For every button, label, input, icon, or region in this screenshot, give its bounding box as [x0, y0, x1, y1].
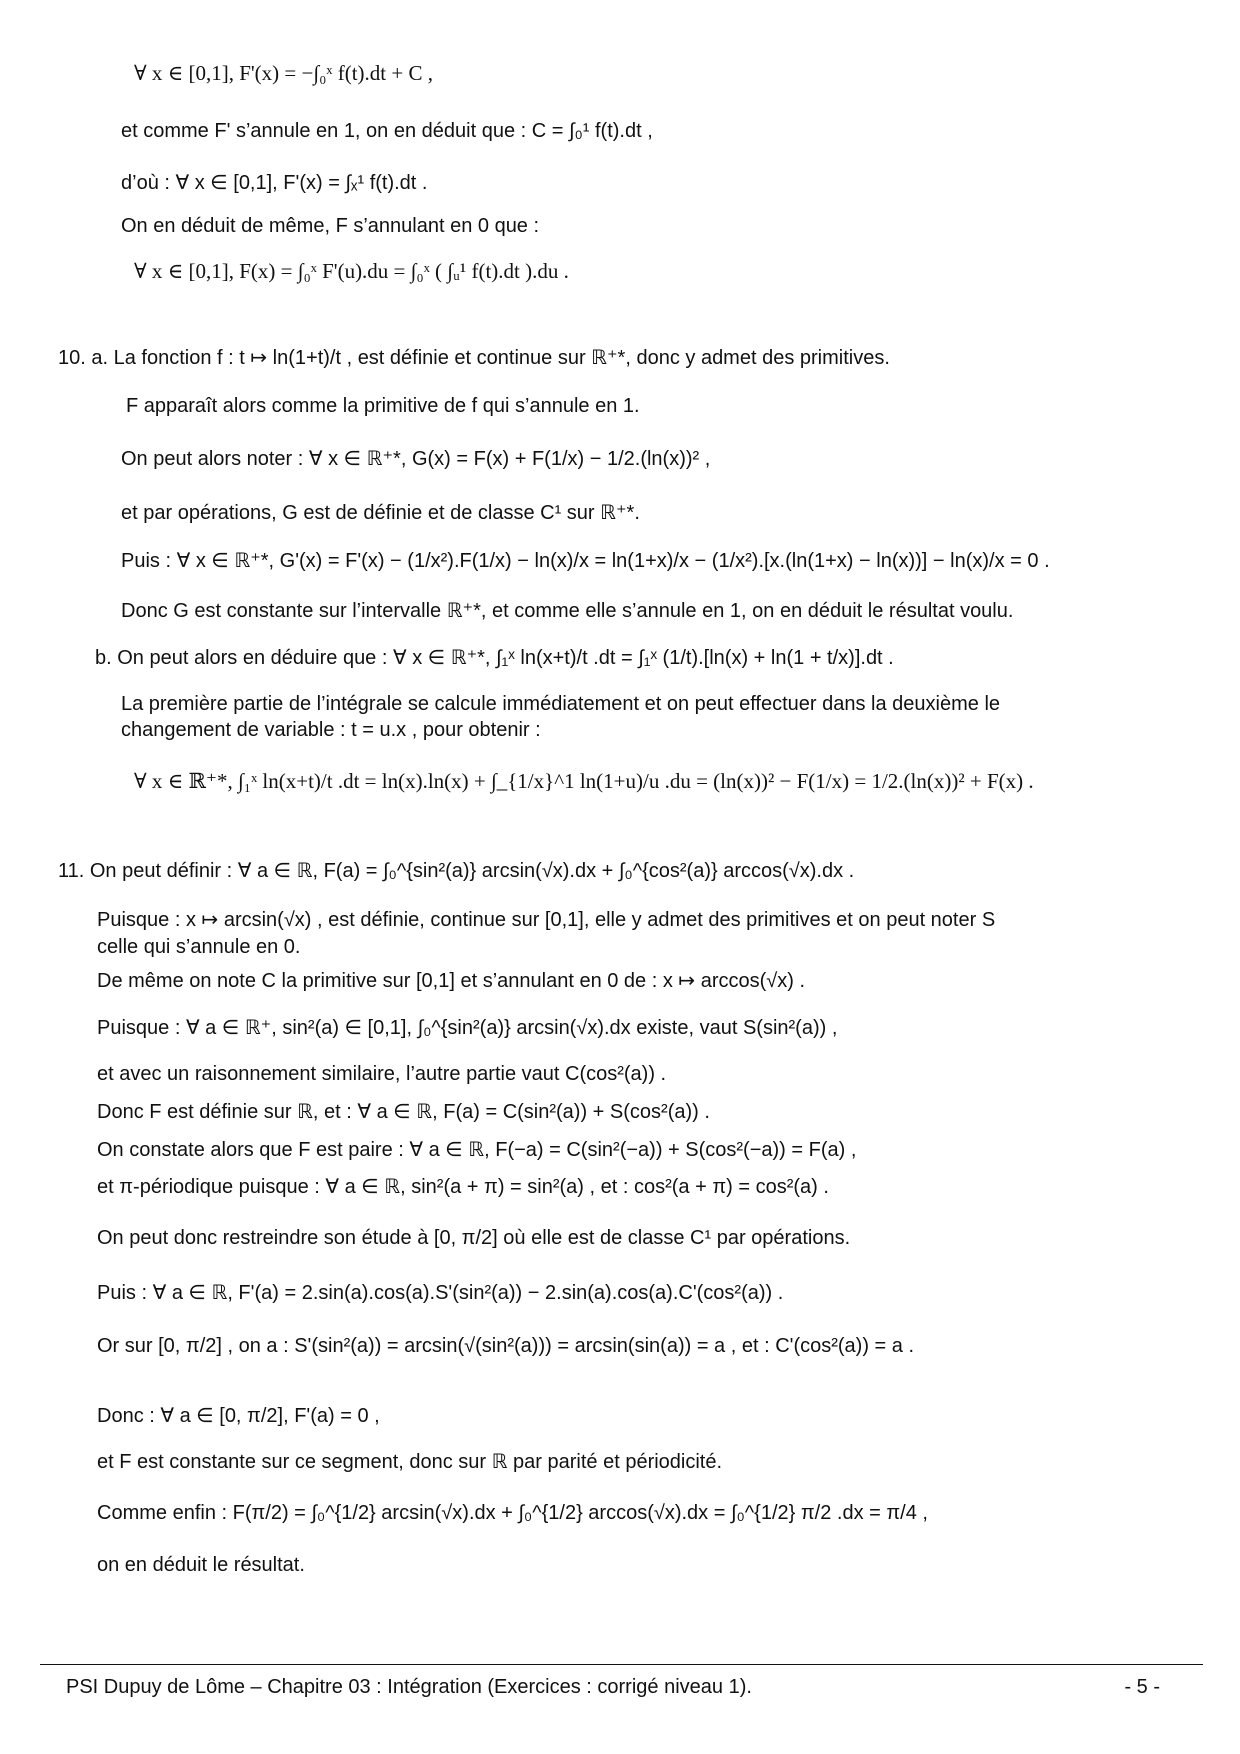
- footer-course-title: PSI Dupuy de Lôme – Chapitre 03 : Intégration (Exercices : corrigé niveau 1).: [66, 1676, 752, 1698]
- exercise-11-line: 11. On peut définir : ∀ a ∈ ℝ, F(a) = ∫₀^{sin²(a)} arcsin(√x).dx + ∫₀^{cos²(a)} arccos(√x).dx .: [58, 860, 855, 882]
- text-line: On en déduit de même, F s’annulant en 0 que :: [121, 215, 540, 237]
- text-line: On peut alors noter : ∀ x ∈ ℝ⁺*, G(x) = F(x) + F(1/x) − 1/2.(ln(x))² ,: [121, 448, 711, 470]
- footer-divider: [40, 1664, 1203, 1665]
- text-line: on en déduit le résultat.: [97, 1554, 305, 1576]
- exercise-10a-line: 10. a. La fonction f : t ↦ ln(1+t)/t , est définie et continue sur ℝ⁺*, donc y admet des primitives.: [58, 347, 890, 369]
- text-line: On peut donc restreindre son étude à [0, π/2] où elle est de classe C¹ par opérations.: [97, 1227, 851, 1249]
- text-line: et π-périodique puisque : ∀ a ∈ ℝ, sin²(a + π) = sin²(a) , et : cos²(a + π) = cos²(a) .: [97, 1176, 829, 1198]
- text-line: Donc F est définie sur ℝ, et : ∀ a ∈ ℝ, F(a) = C(sin²(a)) + S(cos²(a)) .: [97, 1101, 710, 1123]
- text-line: La première partie de l’intégrale se calcule immédiatement et on peut effectuer dans la deuxième le: [121, 693, 1001, 715]
- text-line: et par opérations, G est de définie et de classe C¹ sur ℝ⁺*.: [121, 502, 640, 524]
- text-line: Donc G est constante sur l’intervalle ℝ⁺*, et comme elle s’annule en 1, on en déduit le résultat voulu.: [121, 600, 1014, 622]
- text-line: Or sur [0, π/2] , on a : S'(sin²(a)) = arcsin(√(sin²(a))) = arcsin(sin(a)) = a , et : C'(cos²(a)) = a .: [97, 1335, 915, 1357]
- text-line: d’où : ∀ x ∈ [0,1], F'(x) = ∫ₓ¹ f(t).dt .: [121, 172, 428, 194]
- text-line: Puisque : x ↦ arcsin(√x) , est définie, continue sur [0,1], elle y admet des primitives et on peut noter S: [97, 909, 996, 931]
- text-line: Puis : ∀ x ∈ ℝ⁺*, G'(x) = F'(x) − (1/x²).F(1/x) − ln(x)/x = ln(1+x)/x − (1/x²).[x.(ln(1+x) − ln(x))] − ln(x)/x = 0 .: [121, 550, 1050, 572]
- page-number: - 5 -: [1124, 1676, 1160, 1698]
- text-line: ∀ x ∈ [0,1], F'(x) = −∫₀ˣ f(t).dt + C ,: [134, 61, 433, 85]
- text-line: ∀ x ∈ ℝ⁺*, ∫₁ˣ ln(x+t)/t .dt = ln(x).ln(x) + ∫_{1/x}^1 ln(1+u)/u .du = (ln(x))² − F(1/x) = 1/2.(ln(x))² + F(x) .: [134, 769, 1034, 793]
- text-line: ∀ x ∈ [0,1], F(x) = ∫₀ˣ F'(u).du = ∫₀ˣ ( ∫ᵤ¹ f(t).dt ).du .: [134, 259, 569, 283]
- text-line: Comme enfin : F(π/2) = ∫₀^{1/2} arcsin(√x).dx + ∫₀^{1/2} arccos(√x).dx = ∫₀^{1/2} π/2 .dx = π/4 ,: [97, 1502, 928, 1524]
- text-line: Donc : ∀ a ∈ [0, π/2], F'(a) = 0 ,: [97, 1405, 380, 1427]
- text-line: changement de variable : t = u.x , pour obtenir :: [121, 719, 541, 741]
- exercise-10b-line: b. On peut alors en déduire que : ∀ x ∈ ℝ⁺*, ∫₁ˣ ln(x+t)/t .dt = ∫₁ˣ (1/t).[ln(x) + ln(1 + t/x)].dt .: [95, 647, 894, 669]
- text-line: et comme F' s’annule en 1, on en déduit que : C = ∫₀¹ f(t).dt ,: [121, 120, 653, 142]
- text-line: De même on note C la primitive sur [0,1] et s’annulant en 0 de : x ↦ arccos(√x) .: [97, 970, 806, 992]
- text-line: et F est constante sur ce segment, donc sur ℝ par parité et périodicité.: [97, 1451, 723, 1473]
- text-line: celle qui s’annule en 0.: [97, 936, 301, 958]
- text-line: Puis : ∀ a ∈ ℝ, F'(a) = 2.sin(a).cos(a).S'(sin²(a)) − 2.sin(a).cos(a).C'(cos²(a)) .: [97, 1282, 784, 1304]
- text-line: et avec un raisonnement similaire, l’autre partie vaut C(cos²(a)) .: [97, 1063, 667, 1085]
- text-line: On constate alors que F est paire : ∀ a ∈ ℝ, F(−a) = C(sin²(−a)) + S(cos²(−a)) = F(a) ,: [97, 1139, 857, 1161]
- text-line: F apparaît alors comme la primitive de f qui s’annule en 1.: [126, 395, 640, 417]
- text-line: Puisque : ∀ a ∈ ℝ⁺, sin²(a) ∈ [0,1], ∫₀^{sin²(a)} arcsin(√x).dx existe, vaut S(sin²(a)) ,: [97, 1017, 838, 1039]
